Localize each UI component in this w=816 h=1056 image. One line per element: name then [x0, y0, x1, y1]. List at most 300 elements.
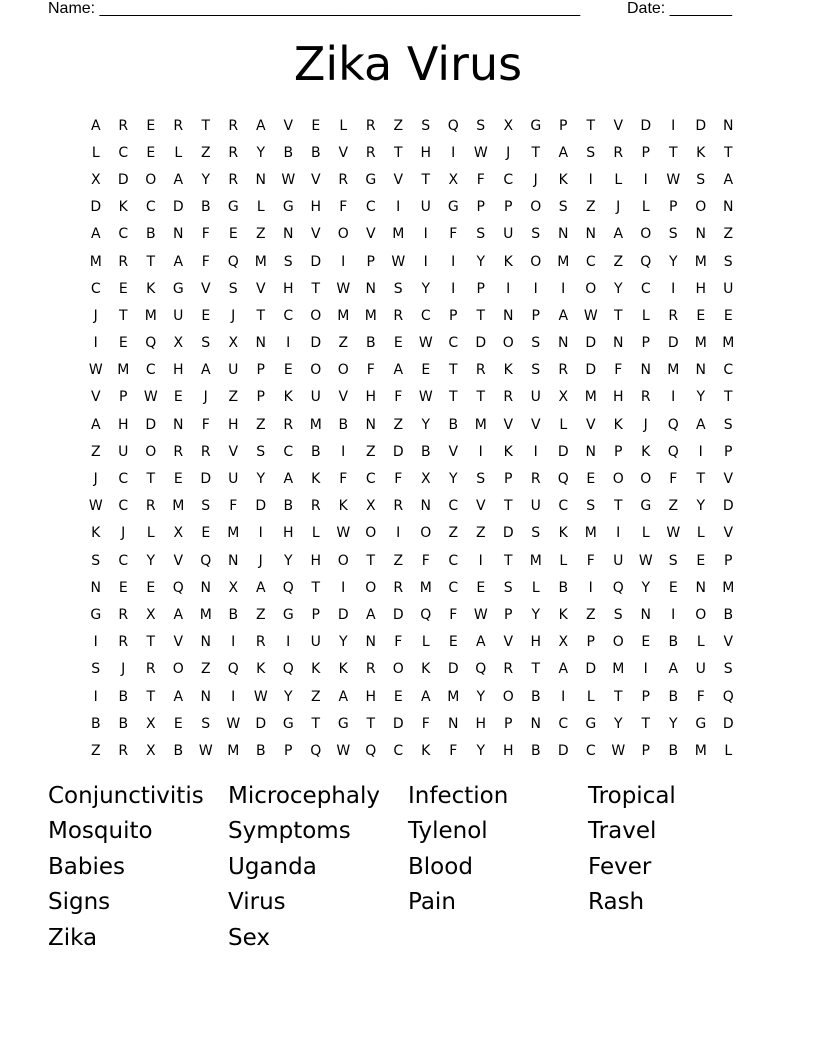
grid-letter[interactable]: S — [91, 661, 101, 678]
grid-letter[interactable]: T — [146, 471, 156, 488]
grid-letter[interactable]: J — [506, 144, 511, 161]
grid-letter[interactable]: K — [338, 661, 348, 678]
grid-letter[interactable]: D — [310, 253, 322, 270]
grid-letter[interactable]: U — [613, 552, 624, 569]
grid-letter[interactable]: T — [476, 389, 486, 406]
grid-letter[interactable]: B — [365, 335, 376, 352]
grid-letter[interactable]: Z — [723, 226, 734, 243]
grid-letter[interactable]: K — [503, 362, 513, 379]
grid-letter[interactable]: T — [201, 117, 211, 134]
grid-letter[interactable]: V — [173, 634, 184, 651]
grid-letter[interactable]: U — [310, 634, 321, 651]
grid-letter[interactable]: O — [640, 226, 652, 243]
grid-letter[interactable]: Q — [172, 579, 184, 596]
grid-letter[interactable]: R — [118, 117, 129, 134]
grid-letter[interactable]: S — [476, 471, 486, 488]
grid-letter[interactable]: E — [118, 579, 128, 596]
grid-letter[interactable]: I — [533, 443, 538, 460]
grid-letter[interactable]: F — [669, 471, 678, 488]
grid-letter[interactable]: W — [418, 335, 433, 352]
grid-letter[interactable]: C — [118, 144, 129, 161]
grid-letter[interactable]: N — [255, 335, 266, 352]
grid-letter[interactable]: I — [643, 661, 648, 678]
grid-letter[interactable]: A — [255, 579, 266, 596]
grid-letter[interactable]: U — [530, 498, 541, 515]
grid-letter[interactable]: W — [281, 171, 296, 188]
grid-letter[interactable]: M — [309, 416, 322, 433]
grid-letter[interactable]: I — [671, 606, 676, 623]
grid-letter[interactable]: E — [228, 226, 238, 243]
grid-letter[interactable]: B — [668, 634, 679, 651]
grid-letter[interactable]: F — [201, 416, 210, 433]
grid-letter[interactable]: P — [256, 362, 265, 379]
grid-letter[interactable]: E — [696, 552, 706, 569]
grid-letter[interactable]: Q — [640, 253, 652, 270]
grid-letter[interactable]: A — [200, 362, 211, 379]
grid-letter[interactable]: T — [503, 552, 513, 569]
grid-letter[interactable]: A — [283, 471, 294, 488]
grid-letter[interactable]: P — [504, 471, 513, 488]
grid-letter[interactable]: M — [89, 253, 102, 270]
grid-letter[interactable]: F — [394, 634, 403, 651]
grid-letter[interactable]: T — [668, 144, 678, 161]
grid-letter[interactable]: S — [201, 498, 211, 515]
grid-letter[interactable]: T — [421, 171, 431, 188]
grid-letter[interactable]: V — [448, 443, 459, 460]
grid-letter[interactable]: R — [228, 144, 239, 161]
grid-letter[interactable]: V — [310, 171, 321, 188]
grid-letter[interactable]: R — [200, 443, 211, 460]
grid-letter[interactable]: F — [476, 171, 485, 188]
grid-letter[interactable]: S — [531, 226, 541, 243]
grid-letter[interactable]: Z — [338, 335, 349, 352]
grid-letter[interactable]: E — [393, 688, 403, 705]
grid-letter[interactable]: P — [586, 634, 595, 651]
grid-letter[interactable]: S — [476, 226, 486, 243]
grid-letter[interactable]: F — [449, 226, 458, 243]
grid-letter[interactable]: V — [228, 443, 239, 460]
grid-letter[interactable]: V — [365, 226, 376, 243]
grid-letter[interactable]: K — [421, 661, 431, 678]
grid-letter[interactable]: B — [173, 742, 184, 759]
grid-letter[interactable]: H — [365, 688, 377, 705]
grid-letter[interactable]: Y — [613, 280, 623, 297]
grid-letter[interactable]: L — [531, 579, 540, 596]
grid-letter[interactable]: S — [531, 335, 541, 352]
grid-letter[interactable]: F — [394, 389, 403, 406]
grid-letter[interactable]: C — [118, 552, 129, 569]
grid-letter[interactable]: V — [613, 117, 624, 134]
grid-letter[interactable]: A — [613, 226, 624, 243]
grid-letter[interactable]: B — [255, 742, 266, 759]
grid-letter[interactable]: T — [613, 498, 623, 515]
grid-letter[interactable]: O — [612, 471, 624, 488]
grid-letter[interactable]: Z — [668, 498, 679, 515]
grid-letter[interactable]: T — [366, 715, 376, 732]
grid-letter[interactable]: S — [393, 280, 403, 297]
grid-letter[interactable]: H — [310, 199, 322, 216]
grid-letter[interactable]: L — [311, 525, 320, 542]
grid-letter[interactable]: C — [145, 362, 156, 379]
grid-letter[interactable]: I — [423, 253, 428, 270]
grid-letter[interactable]: P — [559, 117, 568, 134]
grid-letter[interactable]: C — [448, 498, 459, 515]
grid-letter[interactable]: P — [476, 199, 485, 216]
grid-letter[interactable]: X — [228, 335, 239, 352]
grid-letter[interactable]: L — [641, 525, 650, 542]
grid-letter[interactable]: A — [558, 661, 569, 678]
grid-letter[interactable]: I — [588, 171, 593, 188]
grid-letter[interactable]: P — [504, 715, 513, 732]
grid-letter[interactable]: W — [143, 389, 158, 406]
grid-letter[interactable]: P — [284, 742, 293, 759]
grid-letter[interactable]: Q — [557, 471, 569, 488]
grid-letter[interactable]: D — [557, 742, 569, 759]
grid-letter[interactable]: C — [365, 471, 376, 488]
grid-letter[interactable]: D — [90, 199, 102, 216]
grid-letter[interactable]: D — [337, 606, 349, 623]
grid-letter[interactable]: T — [696, 471, 706, 488]
grid-letter[interactable]: I — [643, 171, 648, 188]
grid-letter[interactable]: C — [283, 443, 294, 460]
grid-letter[interactable]: X — [448, 171, 459, 188]
grid-letter[interactable]: V — [503, 416, 514, 433]
grid-letter[interactable]: D — [392, 443, 404, 460]
grid-letter[interactable]: F — [421, 552, 430, 569]
grid-letter[interactable]: C — [118, 226, 129, 243]
grid-letter[interactable]: W — [666, 525, 681, 542]
grid-letter[interactable]: T — [256, 307, 266, 324]
grid-letter[interactable]: R — [118, 253, 129, 270]
grid-letter[interactable]: O — [145, 171, 157, 188]
grid-letter[interactable]: M — [227, 742, 240, 759]
grid-letter[interactable]: X — [503, 117, 514, 134]
grid-letter[interactable]: M — [419, 579, 432, 596]
grid-letter[interactable]: I — [451, 280, 456, 297]
grid-letter[interactable]: A — [90, 416, 101, 433]
grid-letter[interactable]: K — [283, 389, 293, 406]
grid-letter[interactable]: V — [530, 416, 541, 433]
grid-letter[interactable]: S — [586, 498, 596, 515]
grid-letter[interactable]: I — [698, 443, 703, 460]
grid-letter[interactable]: K — [311, 661, 321, 678]
grid-letter[interactable]: P — [449, 307, 458, 324]
grid-letter[interactable]: S — [283, 253, 293, 270]
grid-letter[interactable]: J — [93, 471, 98, 488]
grid-letter[interactable]: D — [722, 715, 734, 732]
grid-letter[interactable]: D — [722, 498, 734, 515]
grid-letter[interactable]: Z — [90, 443, 101, 460]
grid-letter[interactable]: M — [172, 498, 185, 515]
grid-letter[interactable]: W — [253, 688, 268, 705]
grid-letter[interactable]: I — [93, 634, 98, 651]
grid-letter[interactable]: A — [338, 688, 349, 705]
grid-letter[interactable]: J — [93, 307, 98, 324]
grid-letter[interactable]: B — [558, 579, 569, 596]
grid-letter[interactable]: M — [254, 253, 267, 270]
grid-letter[interactable]: G — [227, 199, 239, 216]
grid-letter[interactable]: E — [668, 579, 678, 596]
grid-letter[interactable]: N — [365, 280, 376, 297]
grid-letter[interactable]: D — [640, 117, 652, 134]
grid-letter[interactable]: H — [420, 144, 432, 161]
grid-letter[interactable]: R — [255, 634, 266, 651]
grid-letter[interactable]: G — [282, 606, 294, 623]
grid-letter[interactable]: A — [558, 144, 569, 161]
grid-letter[interactable]: L — [696, 634, 705, 651]
grid-letter[interactable]: C — [640, 280, 651, 297]
grid-letter[interactable]: D — [172, 199, 184, 216]
grid-letter[interactable]: O — [420, 525, 432, 542]
grid-letter[interactable]: L — [641, 307, 650, 324]
grid-letter[interactable]: W — [198, 742, 213, 759]
grid-letter[interactable]: B — [283, 144, 294, 161]
grid-letter[interactable]: I — [561, 280, 566, 297]
grid-letter[interactable]: Z — [613, 253, 624, 270]
grid-letter[interactable]: B — [145, 226, 156, 243]
grid-letter[interactable]: B — [200, 199, 211, 216]
grid-letter[interactable]: R — [613, 144, 624, 161]
grid-letter[interactable]: T — [613, 307, 623, 324]
grid-letter[interactable]: R — [393, 307, 404, 324]
grid-letter[interactable]: C — [558, 498, 569, 515]
grid-letter[interactable]: O — [145, 443, 157, 460]
grid-letter[interactable]: K — [311, 471, 321, 488]
grid-letter[interactable]: O — [640, 471, 652, 488]
grid-letter[interactable]: R — [503, 389, 514, 406]
grid-letter[interactable]: T — [366, 552, 376, 569]
grid-letter[interactable]: Q — [722, 688, 734, 705]
grid-letter[interactable]: Z — [448, 525, 459, 542]
grid-letter[interactable]: W — [226, 715, 241, 732]
grid-letter[interactable]: T — [641, 715, 651, 732]
grid-letter[interactable]: A — [173, 606, 184, 623]
grid-letter[interactable]: S — [668, 226, 678, 243]
grid-letter[interactable]: M — [694, 742, 707, 759]
grid-letter[interactable]: Y — [696, 498, 706, 515]
grid-letter[interactable]: I — [93, 688, 98, 705]
grid-letter[interactable]: N — [558, 335, 569, 352]
grid-letter[interactable]: W — [583, 307, 598, 324]
grid-letter[interactable]: I — [341, 443, 346, 460]
grid-letter[interactable]: R — [145, 498, 156, 515]
grid-letter[interactable]: B — [530, 688, 541, 705]
grid-letter[interactable]: A — [173, 171, 184, 188]
grid-letter[interactable]: I — [671, 280, 676, 297]
grid-letter[interactable]: E — [393, 335, 403, 352]
grid-letter[interactable]: V — [585, 416, 596, 433]
grid-letter[interactable]: E — [421, 362, 431, 379]
grid-letter[interactable]: A — [365, 606, 376, 623]
grid-letter[interactable]: P — [119, 389, 128, 406]
grid-letter[interactable]: Q — [667, 416, 679, 433]
grid-letter[interactable]: Q — [282, 661, 294, 678]
grid-letter[interactable]: F — [586, 552, 595, 569]
grid-letter[interactable]: M — [612, 661, 625, 678]
grid-letter[interactable]: M — [584, 389, 597, 406]
grid-letter[interactable]: S — [531, 525, 541, 542]
grid-letter[interactable]: D — [585, 335, 597, 352]
grid-letter[interactable]: N — [585, 443, 596, 460]
grid-letter[interactable]: N — [173, 416, 184, 433]
grid-letter[interactable]: S — [668, 552, 678, 569]
grid-letter[interactable]: Y — [476, 688, 486, 705]
grid-letter[interactable]: P — [641, 742, 650, 759]
grid-letter[interactable]: C — [420, 307, 431, 324]
grid-letter[interactable]: T — [613, 688, 623, 705]
grid-letter[interactable]: T — [146, 688, 156, 705]
grid-letter[interactable]: B — [448, 416, 459, 433]
grid-letter[interactable]: I — [396, 199, 401, 216]
grid-letter[interactable]: E — [696, 307, 706, 324]
grid-letter[interactable]: K — [503, 253, 513, 270]
grid-letter[interactable]: I — [341, 579, 346, 596]
grid-letter[interactable]: R — [365, 144, 376, 161]
grid-letter[interactable]: V — [90, 389, 101, 406]
grid-letter[interactable]: J — [616, 199, 621, 216]
grid-letter[interactable]: Y — [283, 552, 293, 569]
grid-letter[interactable]: Y — [201, 171, 211, 188]
grid-letter[interactable]: I — [533, 280, 538, 297]
grid-letter[interactable]: L — [174, 144, 183, 161]
grid-letter[interactable]: M — [722, 579, 735, 596]
name-field[interactable]: Name: ______________________________________________________ — [48, 0, 581, 17]
grid-letter[interactable]: J — [533, 171, 538, 188]
grid-letter[interactable]: G — [282, 199, 294, 216]
grid-letter[interactable]: S — [503, 579, 513, 596]
grid-letter[interactable]: P — [669, 199, 678, 216]
grid-letter[interactable]: U — [118, 443, 129, 460]
grid-letter[interactable]: N — [695, 579, 706, 596]
grid-letter[interactable]: N — [200, 688, 211, 705]
grid-letter[interactable]: F — [201, 253, 210, 270]
grid-letter[interactable]: Y — [421, 416, 431, 433]
grid-letter[interactable]: A — [695, 416, 706, 433]
grid-letter[interactable]: N — [200, 634, 211, 651]
grid-letter[interactable]: E — [118, 335, 128, 352]
grid-letter[interactable]: R — [365, 661, 376, 678]
grid-letter[interactable]: B — [310, 443, 321, 460]
grid-letter[interactable]: E — [283, 362, 293, 379]
grid-letter[interactable]: U — [310, 389, 321, 406]
grid-letter[interactable]: T — [311, 715, 321, 732]
grid-letter[interactable]: W — [88, 362, 103, 379]
grid-letter[interactable]: B — [668, 742, 679, 759]
grid-letter[interactable]: U — [173, 307, 184, 324]
grid-letter[interactable]: M — [722, 335, 735, 352]
grid-letter[interactable]: K — [503, 443, 513, 460]
grid-letter[interactable]: G — [282, 715, 294, 732]
grid-letter[interactable]: Q — [227, 253, 239, 270]
grid-letter[interactable]: O — [337, 552, 349, 569]
grid-letter[interactable]: I — [93, 335, 98, 352]
grid-letter[interactable]: C — [448, 552, 459, 569]
grid-letter[interactable]: A — [558, 307, 569, 324]
grid-letter[interactable]: W — [336, 742, 351, 759]
grid-letter[interactable]: M — [227, 525, 240, 542]
grid-letter[interactable]: W — [418, 389, 433, 406]
grid-letter[interactable]: H — [282, 525, 294, 542]
grid-letter[interactable]: B — [530, 742, 541, 759]
grid-letter[interactable]: G — [585, 715, 597, 732]
grid-letter[interactable]: L — [641, 199, 650, 216]
grid-letter[interactable]: R — [118, 606, 129, 623]
grid-letter[interactable]: K — [641, 443, 651, 460]
grid-letter[interactable]: A — [475, 634, 486, 651]
grid-letter[interactable]: T — [118, 307, 128, 324]
grid-letter[interactable]: N — [585, 226, 596, 243]
grid-letter[interactable]: O — [612, 634, 624, 651]
grid-letter[interactable]: W — [473, 144, 488, 161]
grid-letter[interactable]: Z — [90, 742, 101, 759]
grid-letter[interactable]: P — [724, 552, 733, 569]
grid-letter[interactable]: H — [172, 362, 184, 379]
grid-letter[interactable]: F — [201, 226, 210, 243]
grid-letter[interactable]: W — [638, 552, 653, 569]
grid-letter[interactable]: B — [420, 443, 431, 460]
grid-letter[interactable]: J — [203, 389, 208, 406]
grid-letter[interactable]: R — [228, 171, 239, 188]
grid-letter[interactable]: C — [145, 199, 156, 216]
grid-letter[interactable]: T — [586, 117, 596, 134]
grid-letter[interactable]: R — [173, 443, 184, 460]
grid-letter[interactable]: B — [668, 688, 679, 705]
grid-letter[interactable]: P — [641, 144, 650, 161]
grid-letter[interactable]: L — [421, 634, 430, 651]
grid-letter[interactable]: F — [614, 362, 623, 379]
grid-letter[interactable]: A — [90, 226, 101, 243]
grid-letter[interactable]: T — [531, 144, 541, 161]
grid-letter[interactable]: G — [90, 606, 102, 623]
grid-letter[interactable]: I — [258, 525, 263, 542]
grid-letter[interactable]: P — [531, 307, 540, 324]
grid-letter[interactable]: V — [723, 525, 734, 542]
grid-letter[interactable]: D — [695, 117, 707, 134]
grid-letter[interactable]: I — [588, 579, 593, 596]
grid-letter[interactable]: F — [339, 199, 348, 216]
grid-letter[interactable]: X — [420, 471, 431, 488]
grid-letter[interactable]: T — [503, 498, 513, 515]
grid-letter[interactable]: M — [529, 552, 542, 569]
grid-letter[interactable]: V — [283, 117, 294, 134]
grid-letter[interactable]: C — [393, 742, 404, 759]
grid-letter[interactable]: P — [504, 199, 513, 216]
grid-letter[interactable]: G — [337, 715, 349, 732]
grid-letter[interactable]: D — [502, 525, 514, 542]
grid-letter[interactable]: I — [451, 253, 456, 270]
grid-letter[interactable]: P — [476, 280, 485, 297]
grid-letter[interactable]: I — [561, 688, 566, 705]
grid-letter[interactable]: I — [423, 226, 428, 243]
grid-letter[interactable]: E — [476, 579, 486, 596]
grid-letter[interactable]: M — [694, 253, 707, 270]
grid-letter[interactable]: O — [695, 199, 707, 216]
grid-letter[interactable]: T — [146, 253, 156, 270]
grid-letter[interactable]: X — [558, 389, 569, 406]
grid-letter[interactable]: H — [502, 742, 514, 759]
grid-letter[interactable]: C — [365, 199, 376, 216]
grid-letter[interactable]: P — [641, 688, 650, 705]
grid-letter[interactable]: Y — [668, 253, 678, 270]
grid-letter[interactable]: O — [585, 280, 597, 297]
grid-letter[interactable]: U — [228, 471, 239, 488]
grid-letter[interactable]: R — [558, 362, 569, 379]
grid-letter[interactable]: E — [173, 389, 183, 406]
grid-letter[interactable]: X — [90, 171, 101, 188]
grid-letter[interactable]: K — [558, 606, 568, 623]
grid-letter[interactable]: Y — [256, 144, 266, 161]
grid-letter[interactable]: K — [696, 144, 706, 161]
